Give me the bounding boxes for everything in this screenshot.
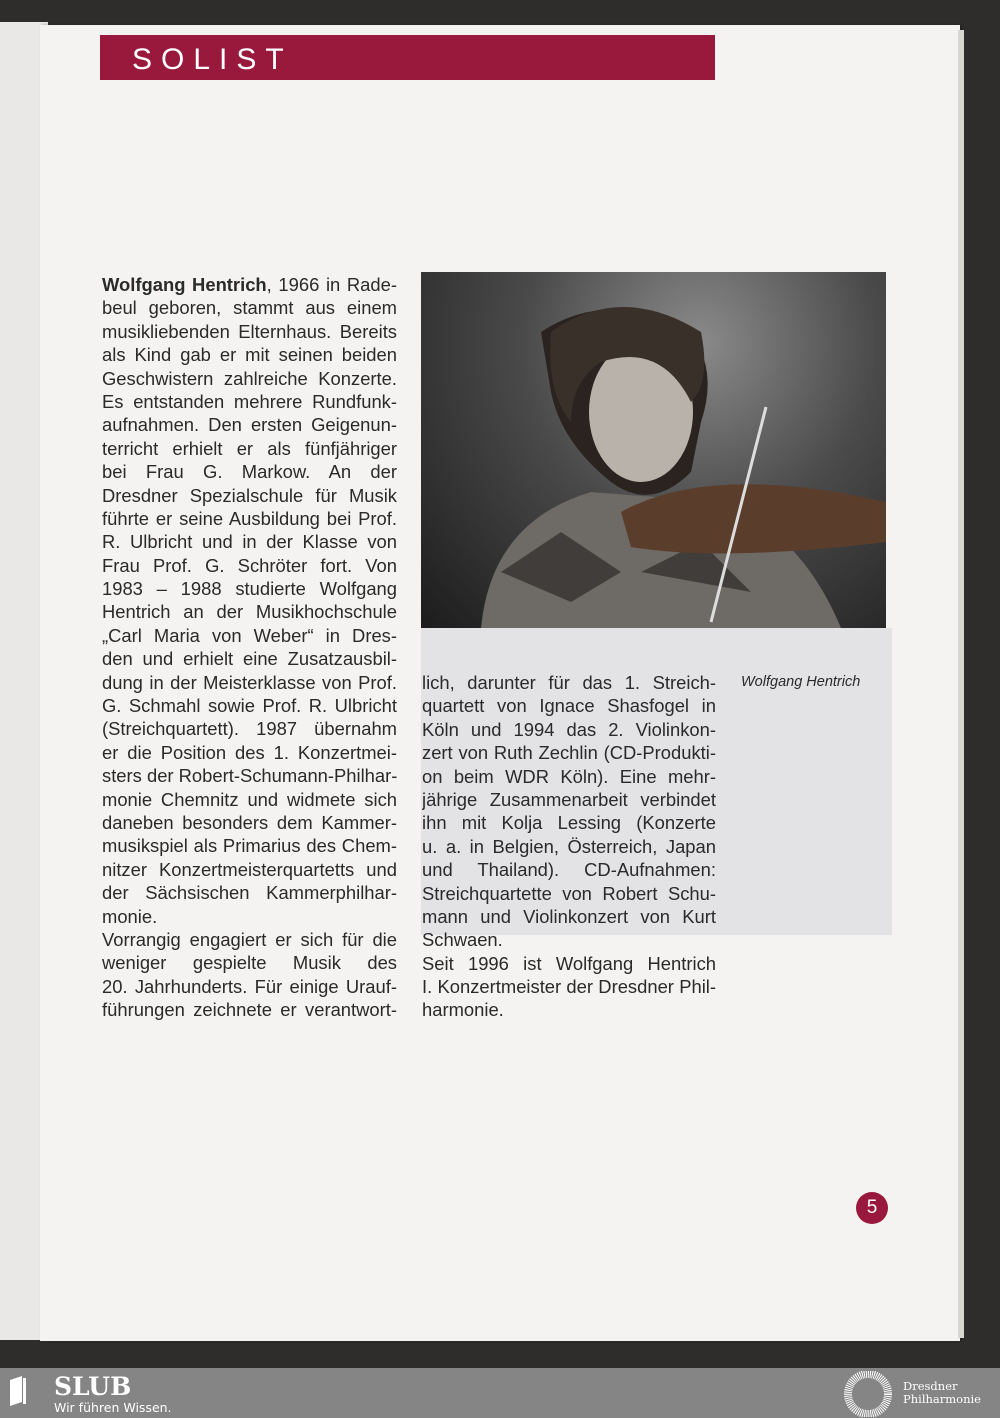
- text-line: (Streichquartett). 1987 übernahm: [102, 718, 397, 740]
- text-line: quartett von Ignace Shasfogel in: [422, 695, 716, 717]
- text-line: bei Frau G. Markow. An der: [102, 461, 397, 483]
- text-line: und Thailand). CD-Aufnahmen:: [422, 859, 716, 881]
- text-line: ihn mit Kolja Lessing (Konzerte: [422, 812, 716, 834]
- viewer-footer-bar: [0, 1368, 1000, 1418]
- text-line: musikspiel als Primarius des Chem-: [102, 835, 397, 857]
- page-edge: [958, 30, 964, 1338]
- photo-caption: Wolfgang Hentrich: [741, 674, 861, 690]
- text-line: harmonie.: [422, 999, 504, 1021]
- text-line: on beim WDR Köln). Eine mehr-: [422, 765, 716, 787]
- text-line: monie.: [102, 905, 158, 927]
- text-line: Geschwistern zahlreiche Konzerte.: [102, 367, 397, 389]
- text-line: lich, darunter für das 1. Streich-: [422, 672, 716, 693]
- slub-logo-text[interactable]: SLUB: [54, 1372, 132, 1401]
- text-line: mann und Violinkonzert von Kurt: [422, 905, 716, 927]
- slub-tagline: Wir führen Wissen.: [54, 1400, 172, 1415]
- text-line: monie Chemnitz und widmete sich: [102, 788, 397, 810]
- text-line: der Sächsischen Kammerphilhar-: [102, 882, 397, 904]
- text-fragment: , 1966 in Rade-: [266, 274, 397, 295]
- dresdner-philharmonie-logo-icon: [843, 1371, 893, 1417]
- biography-column-right: [422, 671, 716, 1022]
- text-line: dung in der Meisterklasse von Prof.: [102, 671, 397, 693]
- text-line: Streichquartette von Robert Schu-: [422, 882, 716, 904]
- text-line: [102, 273, 397, 296]
- section-title: SOLIST: [132, 43, 293, 76]
- text-line: 20. Jahrhunderts. Für einige Urauf-: [102, 975, 397, 997]
- person-name: Wolfgang Hentrich: [102, 274, 267, 295]
- text-line: Frau Prof. G. Schröter fort. Von: [102, 554, 397, 576]
- text-line: aufnahmen. Den ersten Geigenun-: [102, 414, 397, 436]
- text-line: nitzer Konzertmeisterquartetts und: [102, 858, 397, 880]
- text-line: daneben besonders dem Kammer-: [102, 811, 397, 833]
- text-line: G. Schmahl sowie Prof. R. Ulbricht: [102, 695, 397, 717]
- partner-name-line: Dresdner: [903, 1379, 958, 1393]
- text-line: R. Ulbricht und in der Klasse von: [102, 531, 397, 553]
- text-line: als Kind gab er mit seinen beiden: [102, 344, 397, 366]
- partner-logo-text[interactable]: [903, 1380, 981, 1406]
- text-line: Hentrich an der Musikhochschule: [102, 601, 397, 623]
- text-line: terricht erhielt er als fünfjähriger: [102, 437, 397, 459]
- portrait-photo: [421, 272, 886, 628]
- page-number-badge: 5: [856, 1192, 888, 1224]
- text-line: Vorrangig engagiert er sich für die: [102, 928, 397, 950]
- text-line: Es entstanden mehrere Rundfunk-: [102, 390, 397, 412]
- text-line: sters der Robert-Schumann-Philhar-: [102, 765, 397, 787]
- text-line: Dresdner Spezialschule für Musik: [102, 484, 397, 506]
- text-line: Schwaen.: [422, 929, 503, 951]
- text-line: musikliebenden Elternhaus. Bereits: [102, 320, 397, 342]
- text-line: „Carl Maria von Weber“ in Dres-: [102, 624, 397, 646]
- text-line: führte er seine Ausbildung bei Prof.: [102, 507, 397, 529]
- slub-book-icon: [8, 1376, 26, 1406]
- text-line: beul geboren, stammt aus einem: [102, 297, 397, 319]
- partner-name-line: Philharmonie: [903, 1392, 981, 1406]
- text-line: den und erhielt eine Zusatzausbil-: [102, 648, 397, 670]
- text-line: I. Konzertmeister der Dresdner Phil-: [422, 976, 716, 998]
- text-line: er die Position des 1. Konzertmei-: [102, 741, 397, 763]
- text-line: Seit 1996 ist Wolfgang Hentrich: [422, 952, 716, 974]
- text-line: Köln und 1994 das 2. Violinkon-: [422, 718, 716, 740]
- text-line: führungen zeichnete er verantwort-: [102, 999, 397, 1021]
- text-line: jährige Zusammenarbeit verbindet: [422, 788, 716, 810]
- text-line: zert von Ruth Zechlin (CD-Produkti-: [422, 742, 716, 764]
- text-line: weniger gespielte Musik des: [102, 952, 397, 974]
- violinist-photo-illustration: [421, 272, 886, 628]
- text-line: u. a. in Belgien, Österreich, Japan: [422, 835, 716, 857]
- biography-column-left: [102, 273, 397, 1022]
- text-line: 1983 – 1988 studierte Wolfgang: [102, 578, 397, 600]
